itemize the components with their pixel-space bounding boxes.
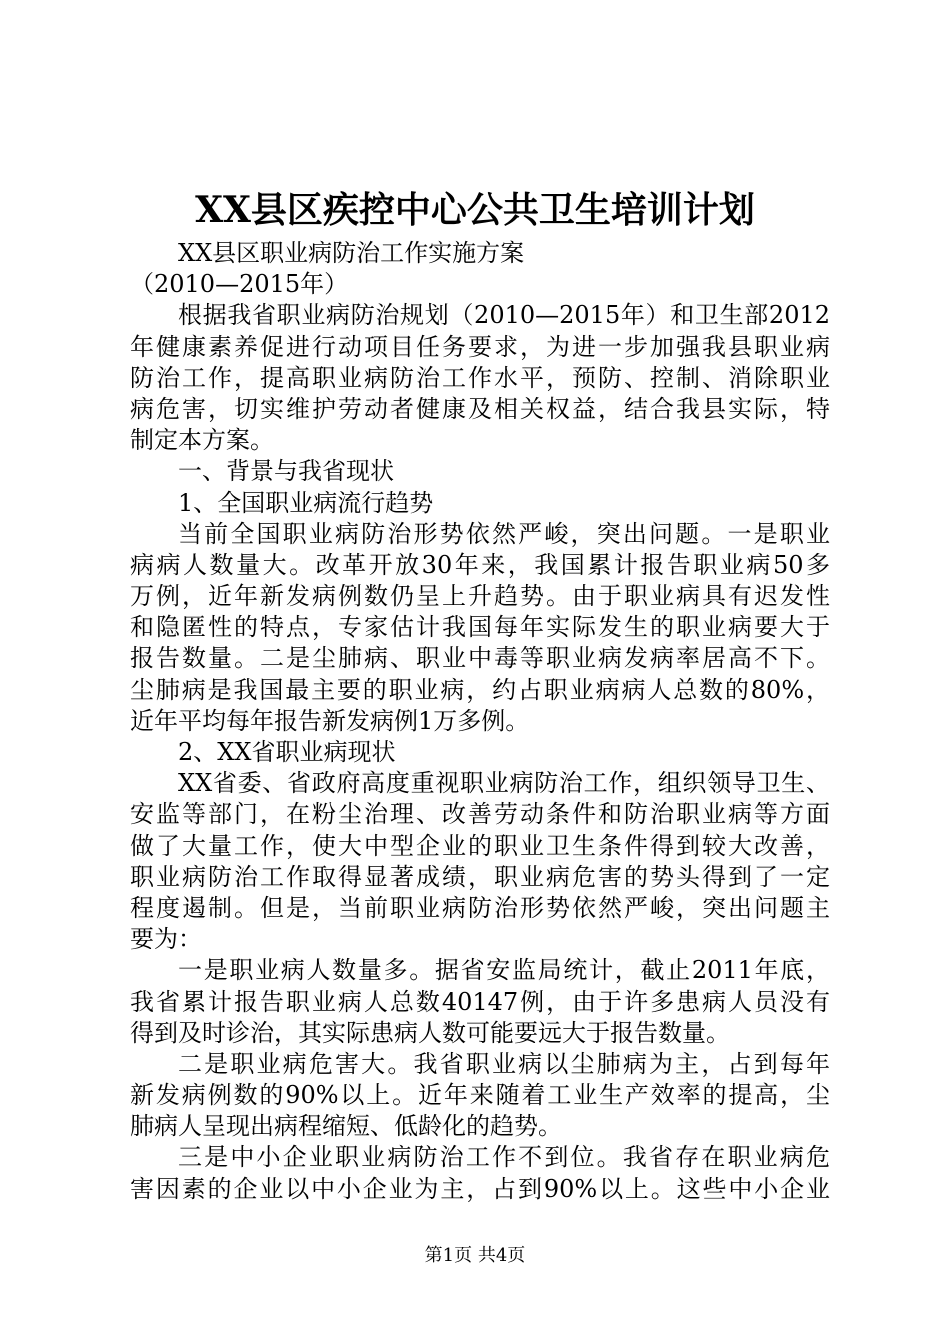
text-line: 一、背景与我省现状 <box>178 457 394 486</box>
text-line: 得到及时诊治，其实际患病人数可能要远大于报告数量。 <box>130 1018 730 1047</box>
text-line: 近年平均每年报告新发病例1万多例。 <box>130 706 530 735</box>
text-line: 万例，近年新发病例数仍呈上升趋势。由于职业病具有迟发性 <box>130 582 830 611</box>
text-line: 程度遏制。但是，当前职业病防治形势依然严峻，突出问题主 <box>130 893 830 922</box>
text-line: 防治工作，提高职业病防治工作水平，预防、控制、消除职业 <box>130 363 830 392</box>
page-footer: 第1页 共4页 <box>424 1245 526 1266</box>
text-line: 三是中小企业职业病防治工作不到位。我省存在职业病危 <box>178 1143 830 1172</box>
text-line: XX省委、省政府高度重视职业病防治工作，组织领导卫生、 <box>178 769 830 798</box>
text-line: 2、XX省职业病现状 <box>178 738 396 766</box>
text-line: 年健康素养促进行动项目任务要求，为进一步加强我县职业病 <box>130 332 830 361</box>
document-body <box>130 238 830 1205</box>
text-line: 害因素的企业以中小企业为主，占到90%以上。这些中小企业 <box>130 1174 830 1203</box>
text-line: 二是职业病危害大。我省职业病以尘肺病为主，占到每年 <box>178 1049 830 1078</box>
text-line: 病病人数量大。改革开放30年来，我国累计报告职业病50多 <box>130 550 830 579</box>
text-line: 我省累计报告职业病人总数40147例，由于许多患病人员没有 <box>130 987 830 1016</box>
text-line: XX县区职业病防治工作实施方案 <box>178 239 525 267</box>
text-line: 当前全国职业病防治形势依然严峻，突出问题。一是职业 <box>178 519 830 548</box>
text-line: 报告数量。二是尘肺病、职业中毒等职业病发病率居高不下。 <box>130 644 830 673</box>
text-line: 要为： <box>130 925 202 954</box>
text-line: 做了大量工作，使大中型企业的职业卫生条件得到较大改善， <box>130 831 830 860</box>
text-line: 一是职业病人数量多。据省安监局统计，截止2011年底， <box>178 956 830 985</box>
text-line: 制定本方案。 <box>130 426 274 455</box>
text-line: 肺病人呈现出病程缩短、低龄化的趋势。 <box>130 1112 562 1141</box>
text-line: 安监等部门，在粉尘治理、改善劳动条件和防治职业病等方面 <box>130 800 830 829</box>
text-line: （2010—2015年） <box>130 270 349 299</box>
text-line: 1、全国职业病流行趋势 <box>178 488 434 517</box>
document-title: XX县区疾控中心公共卫生培训计划 <box>195 189 755 231</box>
text-line: 新发病例数的90%以上。近年来随着工业生产效率的提高，尘 <box>130 1081 830 1110</box>
text-line: 职业病防治工作取得显著成绩，职业病危害的势头得到了一定 <box>130 862 830 891</box>
text-line: 病危害，切实维护劳动者健康及相关权益，结合我县实际，特 <box>130 394 830 423</box>
text-line: 和隐匿性的特点，专家估计我国每年实际发生的职业病要大于 <box>130 613 830 642</box>
text-line: 根据我省职业病防治规划（2010—2015年）和卫生部2012 <box>178 301 830 330</box>
text-line: 尘肺病是我国最主要的职业病，约占职业病病人总数的80%， <box>130 675 830 704</box>
